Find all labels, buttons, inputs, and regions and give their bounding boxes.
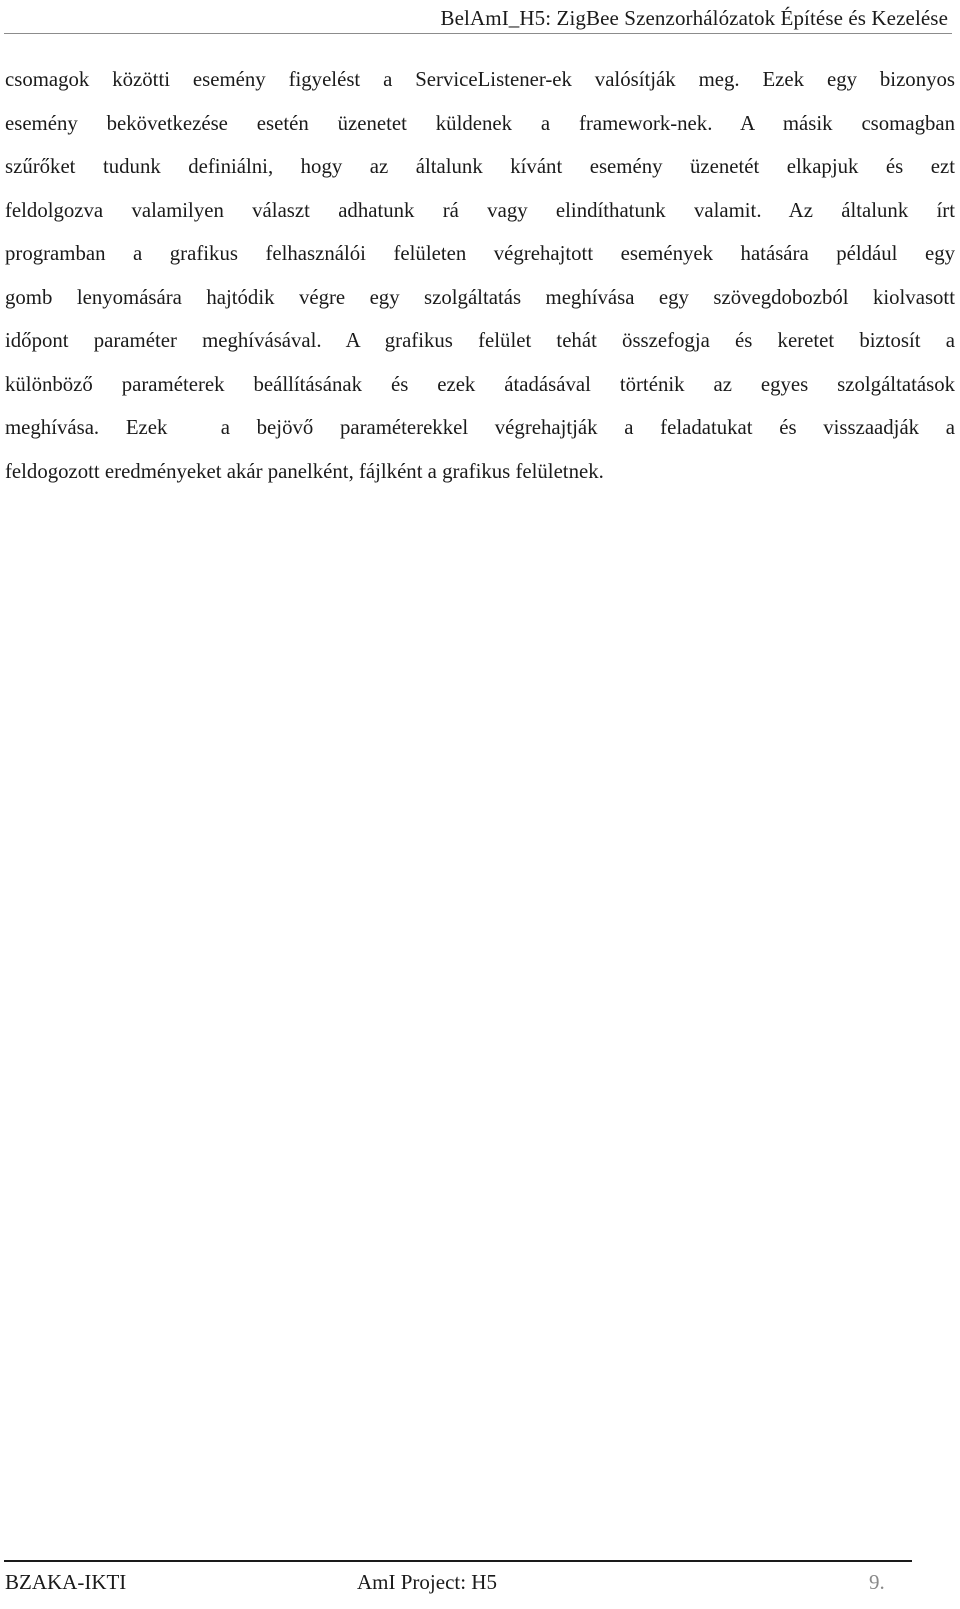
paragraph-line: gomb lenyomására hajtódik végre egy szolgáltatás meghívása egy szövegdobozból kiolvasott xyxy=(5,285,955,309)
body-paragraph xyxy=(5,58,955,493)
paragraph-line: csomagok közötti esemény figyelést a ServiceListener-ek valósítják meg. Ezek egy bizonyos xyxy=(5,68,955,91)
header-title: BelAmI_H5: ZigBee Szenzorhálózatok Építése és Kezelése xyxy=(440,6,948,30)
header-divider xyxy=(4,33,952,34)
page-footer xyxy=(0,1560,960,1609)
footer-project: AmI Project: H5 xyxy=(357,1570,497,1594)
paragraph-line: programban a grafikus felhasználói felületen végrehajtott események hatására például egy xyxy=(5,242,955,265)
paragraph-line: feldogozott eredményeket akár panelként, fájlként a grafikus felületnek. xyxy=(5,459,604,483)
paragraph-line: különböző paraméterek beállításának és ezek átadásával történik az egyes szolgáltatások xyxy=(5,372,955,396)
footer-organization: BZAKA-IKTI xyxy=(5,1570,127,1594)
paragraph-line: meghívása. Ezek a bejövő paraméterekkel végrehajtják a feladatukat és visszaadják a xyxy=(5,416,955,439)
paragraph-line: esemény bekövetkezése esetén üzenetet küldenek a framework-nek. A másik csomagban xyxy=(5,111,955,135)
paragraph-line: időpont paraméter meghívásával. A grafikus felület tehát összefogja és keretet biztosít a xyxy=(5,329,955,352)
paragraph-line: feldolgozva valamilyen választ adhatunk rá vagy elindíthatunk valamit. Az általunk írt xyxy=(5,198,955,222)
page-header xyxy=(0,0,960,34)
page-number: 9. xyxy=(869,1570,885,1594)
footer-divider xyxy=(4,1560,912,1562)
paragraph-line: szűrőket tudunk definiálni, hogy az általunk kívánt esemény üzenetét elkapjuk és ezt xyxy=(5,155,955,178)
